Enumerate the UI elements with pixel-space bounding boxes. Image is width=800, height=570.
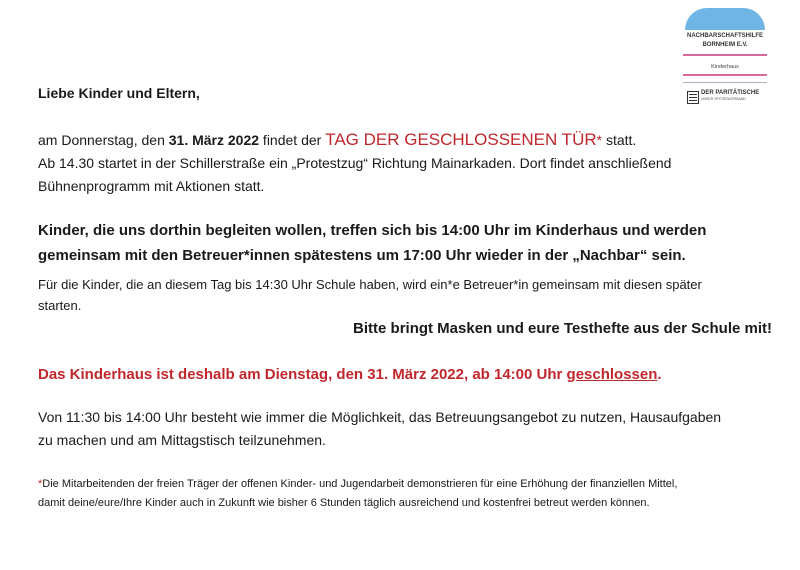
org-logo <box>683 8 767 108</box>
announcement-text-b: findet der <box>259 132 326 148</box>
footnote-star: * <box>38 478 43 490</box>
closure-end: . <box>657 366 662 383</box>
paritaetische-tagline: UNSER SPITZENVERBAND <box>701 97 746 101</box>
school-line-1: Für die Kinder, die an diesem Tag bis 14:30 Uhr Schule haben, wird ein*e Betreuer*in gemeinsam mit diesen später <box>38 277 702 292</box>
logo-org-line2: BORNHEIM E.V. <box>702 42 748 48</box>
logo-divider-low <box>683 82 767 83</box>
paritaetische-name: DER PARITÄTISCHE <box>701 90 760 96</box>
logo-subtitle: Kinderhaus <box>711 64 739 70</box>
logo-org-line1: NACHBARSCHAFTSHILFE <box>687 33 763 39</box>
protest-line-2: Bühnenprogramm mit Aktionen statt. <box>38 178 265 194</box>
greeting: Liebe Kinder und Eltern, <box>38 85 200 101</box>
school-line-2: starten. <box>38 298 82 313</box>
paritaetische-icon <box>687 91 699 104</box>
closure-text: Das Kinderhaus ist deshalb am Dienstag, den 31. März 2022, ab 14:00 Uhr <box>38 366 567 383</box>
announcement-line <box>38 130 636 150</box>
closure-notice <box>38 366 662 383</box>
footnote-line-2: damit deine/eure/Ihre Kinder auch in Zukunft wie bisher 6 Stunden täglich ausreichend und kostenfrei betreut werden können. <box>38 497 650 509</box>
protest-line-1: Ab 14.30 startet in der Schillerstraße ein „Protestzug“ Richtung Mainarkaden. Dort findet anschließend <box>38 155 672 171</box>
care-line-2: zu machen und am Mittagstisch teilzunehmen. <box>38 432 326 448</box>
meeting-line-1: Kinder, die uns dorthin begleiten wollen, treffen sich bis 14:00 Uhr im Kinderhaus und werden <box>38 222 707 239</box>
closure-word: geschlossen <box>566 366 658 383</box>
care-line-1: Von 11:30 bis 14:00 Uhr besteht wie immer die Möglichkeit, das Betreuungsangebot zu nutzen, Hausaufgaben <box>38 409 722 425</box>
footnote-line-1 <box>38 478 677 490</box>
footnote-text-1: Die Mitarbeitenden der freien Träger der offenen Kinder- und Jugendarbeit demonstrieren für eine Erhöhung der finanziellen Mittel, <box>42 478 678 490</box>
announcement-text-c: statt. <box>602 132 637 148</box>
logo-divider-mid <box>683 74 767 76</box>
announcement-text-a: am Donnerstag, den <box>38 132 169 148</box>
logo-divider-top <box>683 54 767 56</box>
event-date: 31. März 2022 <box>168 132 260 148</box>
logo-arc-shape <box>685 8 765 30</box>
masks-reminder: Bitte bringt Masken und eure Testhefte aus der Schule mit! <box>353 320 772 337</box>
event-name: TAG DER GESCHLOSSENEN TÜR <box>325 130 597 149</box>
paritaetische-logo <box>687 90 767 104</box>
event-star: * <box>596 132 603 148</box>
meeting-line-2: gemeinsam mit den Betreuer*innen spätestens um 17:00 Uhr wieder in der „Nachbar“ sein. <box>38 247 686 264</box>
